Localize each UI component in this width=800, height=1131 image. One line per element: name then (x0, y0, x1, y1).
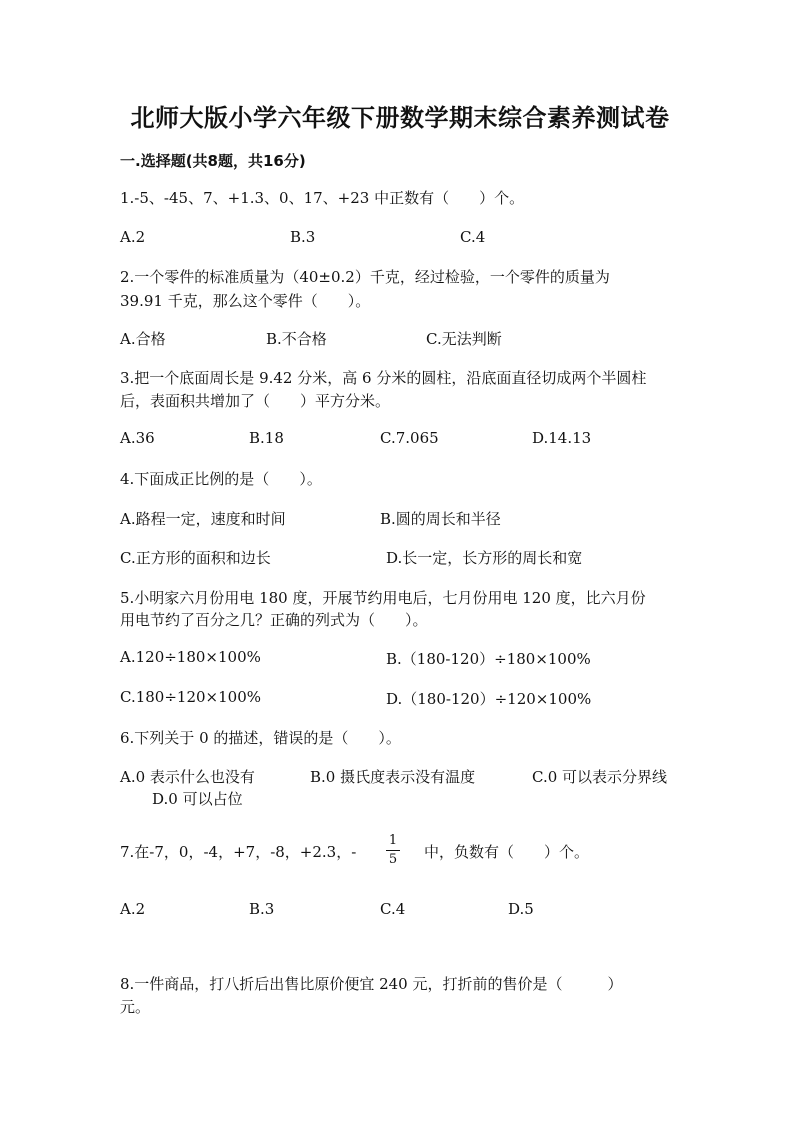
q5-option-d: D.（180-120）÷120×100% (386, 690, 592, 708)
q3-option-b: B.18 (249, 429, 284, 447)
question-3-stem-line1: 3.把一个底面周长是 9.42 分米，高 6 分米的圆柱，沿底面直径切成两个半圆柱 (120, 369, 647, 387)
q6-option-a: A.0 表示什么也没有 (120, 768, 255, 786)
q3-option-c: C.7.065 (380, 429, 439, 447)
q7-option-b: B.3 (249, 900, 275, 918)
q4-option-d: D.长一定，长方形的周长和宽 (386, 549, 583, 567)
q2-option-c: C.无法判断 (426, 330, 502, 348)
q7-option-d: D.5 (508, 900, 534, 918)
fraction-bar (386, 850, 400, 851)
q2-option-a: A.合格 (120, 330, 166, 348)
question-7-stem-after: 中，负数有（ ）个。 (424, 843, 590, 861)
q6-option-b: B.0 摄氏度表示没有温度 (310, 768, 476, 786)
q5-option-b: B.（180-120）÷180×100% (386, 650, 591, 668)
q7-option-c: C.4 (380, 900, 406, 918)
q5-option-c: C.180÷120×100% (120, 688, 261, 706)
question-5-stem-line2: 用电节约了百分之几？正确的列式为（ ）。 (120, 611, 428, 629)
question-3-stem-line2: 后，表面积共增加了（ ）平方分米。 (120, 392, 391, 410)
question-7-stem-before: 7.在-7，0，-4，+7，-8，+2.3，- (120, 843, 357, 861)
q4-option-a: A.路程一定，速度和时间 (120, 510, 286, 528)
q6-option-c: C.0 可以表示分界线 (532, 768, 668, 786)
q2-option-b: B.不合格 (266, 330, 327, 348)
question-6-stem: 6.下列关于 0 的描述，错误的是（ ）。 (120, 729, 401, 747)
section-heading: 一.选择题(共8题，共16分) (120, 152, 306, 170)
question-8-stem-line2: 元。 (120, 998, 151, 1016)
q3-option-d: D.14.13 (532, 429, 592, 447)
question-5-stem-line1: 5.小明家六月份用电 180 度，开展节约用电后，七月份用电 120 度，比六月份 (120, 589, 646, 607)
q1-option-b: B.3 (290, 228, 316, 246)
q1-option-c: C.4 (460, 228, 486, 246)
q6-option-d: D.0 可以占位 (152, 790, 243, 808)
question-2-stem-line1: 2.一个零件的标准质量为（40±0.2）千克，经过检验，一个零件的质量为 (120, 268, 610, 286)
question-8-stem-line1: 8.一件商品，打八折后出售比原价便宜 240 元，打折前的售价是（ ） (120, 975, 623, 993)
page-title: 北师大版小学六年级下册数学期末综合素养测试卷 (130, 104, 670, 132)
q7-option-a: A.2 (120, 900, 146, 918)
fraction-one-fifth (386, 834, 400, 867)
question-2-stem-line2: 39.91 千克，那么这个零件（ ）。 (120, 292, 371, 310)
q4-option-b: B.圆的周长和半径 (380, 510, 501, 528)
q3-option-a: A.36 (120, 429, 155, 447)
q5-option-a: A.120÷180×100% (120, 648, 261, 666)
q4-option-c: C.正方形的面积和边长 (120, 549, 271, 567)
question-4-stem: 4.下面成正比例的是（ ）。 (120, 470, 322, 488)
fraction-denominator: 5 (388, 852, 398, 867)
fraction-numerator: 1 (388, 833, 398, 848)
question-1-stem: 1.-5、-45、7、+1.3、0、17、+23 中正数有（ ）个。 (120, 189, 525, 207)
q1-option-a: A.2 (120, 228, 146, 246)
